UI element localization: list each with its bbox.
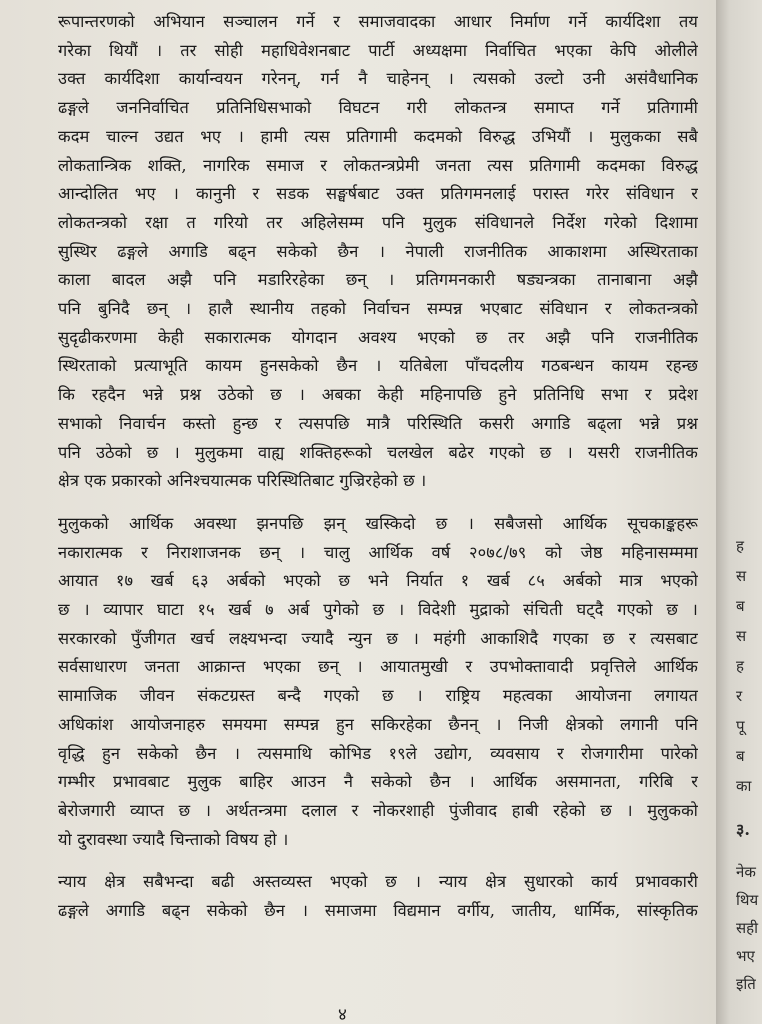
text-line: कदम चाल्न उद्यत भए । हामी त्यस प्रतिगामी कदमको विरुद्ध उभियौं । मुलुकका सबै bbox=[58, 126, 698, 146]
text-line: आन्दोलित भए । कानुनी र सडक सङ्घर्षबाट उक्त प्रतिगमनलाई परास्त गरेर संविधान र bbox=[58, 184, 698, 204]
text-line: क्षेत्र एक प्रकारको अनिश्चयात्मक परिस्थितिबाट गुज्रिरहेको छ । bbox=[58, 471, 427, 491]
text-fragment: सही bbox=[736, 919, 758, 937]
text-line: पनि उठेको छ । मुलुकमा वाह्य शक्तिहरूको चलखेल बढेर गएको छ । यसरी राजनीतिक bbox=[58, 442, 698, 462]
text-line: गरेका थियौं । तर सोही महाधिवेशनबाट पार्टी अध्यक्षमा निर्वाचित भएका केपि ओलीले bbox=[58, 40, 698, 60]
text-line: उक्त कार्यदिशा कार्यान्वयन गरेनन्, गर्न नै चाहेनन् । त्यसको उल्टो उनी असंवैधानिक bbox=[58, 69, 698, 89]
text-line: वृद्धि हुन सकेको छैन । त्यसमाथि कोभिड १९ले उद्योग, व्यवसाय र रोजगारीमा पारेको bbox=[58, 743, 698, 763]
text-line: ढङ्गले अगाडि बढ्न सकेको छैन । समाजमा विद्यमान वर्गीय, जातीय, धार्मिक, सांस्कृतिक bbox=[58, 901, 698, 921]
text-line: ढङ्गले जननिर्वाचित प्रतिनिधिसभाको विघटन गरी लोकतन्त्र समाप्त गर्ने प्रतिगामी bbox=[58, 98, 698, 118]
page-body bbox=[58, 8, 698, 940]
section-heading-number: ३. bbox=[736, 820, 750, 839]
text-line: छ । व्यापार घाटा १५ खर्ब ७ अर्ब पुगेको छ । विदेशी मुद्राको संचिती घट्दै गएको छ । bbox=[58, 600, 698, 620]
text-line: नकारात्मक र निराशाजनक छन् । चालु आर्थिक वर्ष २०७८/७९ को जेष्ठ महिनासम्ममा bbox=[58, 542, 698, 562]
text-line: रूपान्तरणको अभियान सञ्चालन गर्ने र समाजवादका आधार निर्माण गर्ने कार्यदिशा तय bbox=[58, 12, 698, 31]
text-fragment: ब bbox=[736, 597, 745, 615]
text-line: पनि बुनिदै छन् । हालै स्थानीय तहको निर्वाचन सम्पन्न भएबाट संविधान र लोकतन्त्रको bbox=[58, 299, 698, 319]
text-line: सरकारको पुँजीगत खर्च लक्ष्यभन्दा ज्यादै न्युन छ । महंगी आकाशिदै गएका छ र त्यसबाट bbox=[58, 628, 698, 648]
text-line: मुलुकको आर्थिक अवस्था झनपछि झन् खस्किदो छ । सबैजसो आर्थिक सूचकाङ्कहरू bbox=[58, 513, 698, 533]
text-line: आयात १७ खर्ब ६३ अर्बको भएको छ भने निर्यात १ खर्ब ८५ अर्बको मात्र भएको bbox=[58, 571, 698, 591]
text-line: सुस्थिर ढङ्गले अगाडि बढ्न सकेको छैन । नेपाली राजनीतिक आकाशमा अस्थिरताका bbox=[58, 241, 698, 261]
paragraph-justice bbox=[58, 868, 698, 925]
paragraph-economy bbox=[58, 510, 698, 854]
text-fragment: नेक bbox=[736, 863, 756, 881]
book-page-right-edge bbox=[716, 0, 762, 1024]
text-line: स्थिरताको प्रत्याभूति कायम हुनसकेको छैन । यतिबेला पाँचदलीय गठबन्धन कायम रहन्छ bbox=[58, 356, 698, 376]
text-line: सुदृढीकरणमा केही सकारात्मक योगदान अवश्य भएको छ तर अझै पनि राजनीतिक bbox=[58, 327, 698, 347]
text-fragment: र bbox=[736, 687, 743, 705]
text-fragment: थिय bbox=[736, 891, 759, 909]
text-line: अधिकांश आयोजनाहरु समयमा सम्पन्न हुन सकिरहेका छैनन् । निजी क्षेत्रको लगानी पनि bbox=[58, 714, 698, 734]
text-line: काला बादल अझै पनि मडारिरहेका छन् । प्रतिगमनकारी षड्यन्त्रका तानाबाना अझै bbox=[58, 270, 698, 290]
text-line: लोकतान्त्रिक शक्ति, नागरिक समाज र लोकतन्त्रप्रेमी जनता त्यस प्रतिगामी कदमका विरुद्ध bbox=[58, 155, 698, 175]
text-line: लोकतन्त्रको रक्षा त गरियो तर अहिलेसम्म पनि मुलुक संविधानले निर्देश गरेको दिशामा bbox=[58, 212, 698, 232]
text-line: न्याय क्षेत्र सबैभन्दा बढी अस्तव्यस्त भएको छ । न्याय क्षेत्र सुधारको कार्य प्रभावकारी bbox=[58, 872, 698, 892]
text-line: कि रहदैन भन्ने प्रश्न उठेको छ । अबका केही महिनापछि हुने प्रतिनिधि सभा र प्रदेश bbox=[58, 385, 698, 405]
text-fragment: भए bbox=[736, 947, 755, 965]
text-line: सभाको निवार्चन कस्तो हुन्छ र त्यसपछि मात्रै परिस्थिति कसरी अगाडि बढ्ला भन्ने प्रश्न bbox=[58, 413, 698, 433]
text-fragment: पू bbox=[736, 717, 745, 735]
text-fragment: ब bbox=[736, 747, 745, 765]
text-line: सामाजिक जीवन संकटग्रस्त बन्दै गएको छ । राष्ट्रिय महत्वका आयोजना लगायत bbox=[58, 686, 698, 706]
text-line: बेरोजगारी व्याप्त छ । अर्थतन्त्रमा दलाल र नोकरशाही पुंजीवाद हाबी रहेको छ । मुलुकको bbox=[58, 800, 698, 820]
text-fragment: स bbox=[736, 627, 747, 645]
text-fragment: का bbox=[736, 777, 752, 795]
text-line: सर्वसाधारण जनता आक्रान्त भएका छन् । आयातमुखी र उपभोक्तावादी प्रवृत्तिले आर्थिक bbox=[58, 657, 698, 677]
text-fragment: स bbox=[736, 567, 747, 585]
text-line: यो दुरावस्था ज्यादै चिन्ताको विषय हो । bbox=[58, 829, 289, 849]
text-fragment: ह bbox=[736, 657, 744, 675]
text-fragment: ह bbox=[736, 537, 744, 555]
text-line: गम्भीर प्रभावबाट मुलुक बाहिर आउन नै सकेको छैन । आर्थिक असमानता, गरिबि र bbox=[58, 772, 698, 792]
paragraph-politics bbox=[58, 8, 698, 496]
text-fragment: इति bbox=[736, 975, 756, 993]
page-number: ४ bbox=[338, 1005, 347, 1024]
